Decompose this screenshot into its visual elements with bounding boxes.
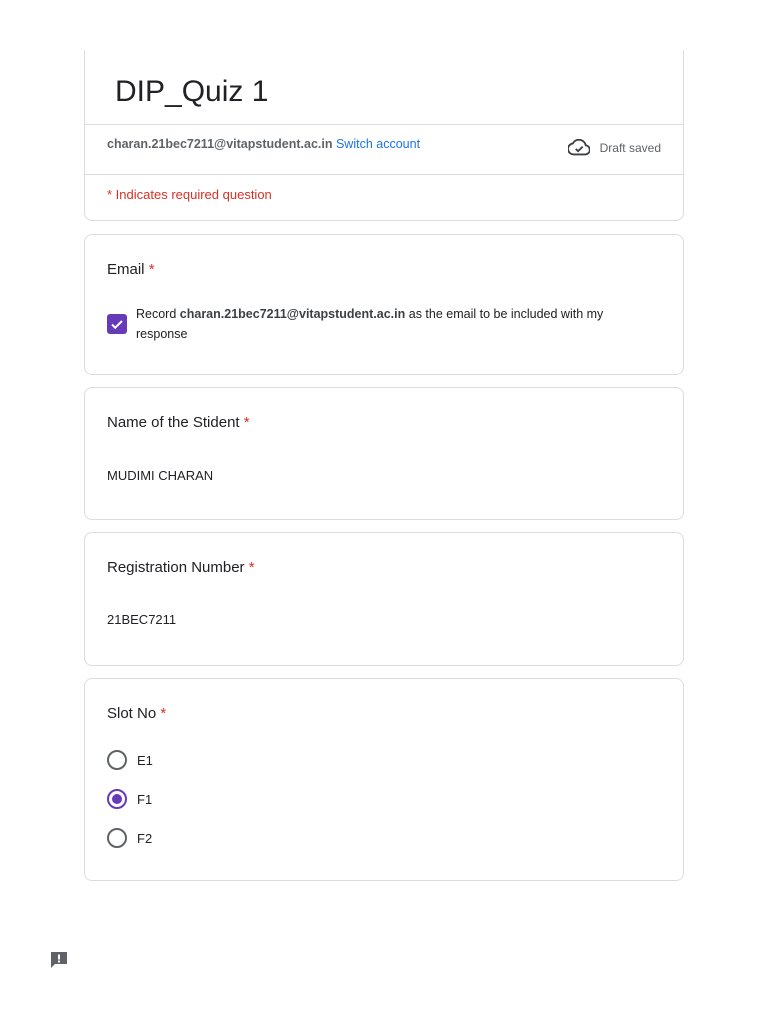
draft-status-text: Draft saved: [599, 141, 661, 155]
radio-button[interactable]: [107, 828, 127, 848]
check-icon: [109, 316, 125, 332]
question-title-text: Slot No: [107, 705, 157, 722]
form-title: DIP_Quiz 1: [115, 75, 269, 108]
registration-question-card: [84, 532, 684, 666]
question-title: [107, 705, 166, 722]
account-row: [107, 136, 420, 152]
required-note: * Indicates required question: [107, 187, 272, 202]
slot-option-f2[interactable]: [107, 828, 152, 848]
slot-option-e1[interactable]: [107, 750, 153, 770]
question-title: [107, 559, 255, 576]
header-divider: [85, 124, 683, 125]
record-email-checkbox[interactable]: [107, 314, 127, 334]
radio-label: E1: [137, 752, 153, 768]
radio-button[interactable]: [107, 750, 127, 770]
required-asterisk: *: [243, 414, 250, 431]
required-asterisk: *: [148, 261, 155, 278]
checkbox-suffix: as the email to be included with my response: [136, 307, 604, 341]
slot-question-card: [84, 678, 684, 881]
question-title-text: Email: [107, 261, 145, 278]
required-asterisk: *: [160, 705, 167, 722]
question-title-text: Registration Number: [107, 559, 245, 576]
email-question-card: [84, 234, 684, 375]
switch-account-link[interactable]: Switch account: [335, 137, 421, 151]
draft-status: [568, 139, 661, 157]
account-email: charan.21bec7211@vitapstudent.ac.in: [107, 137, 333, 151]
radio-label: F1: [137, 791, 153, 807]
record-email-label: [136, 304, 656, 344]
slot-option-f1[interactable]: [107, 789, 152, 809]
account-divider: [85, 174, 683, 175]
radio-label: F2: [137, 830, 153, 846]
report-issue-icon[interactable]: [49, 950, 69, 970]
question-title: [107, 261, 155, 278]
question-title: [107, 414, 250, 431]
cloud-done-icon: [568, 139, 590, 157]
form-header-card: [84, 50, 684, 221]
question-title-text: Name of the Stident: [107, 414, 240, 431]
name-question-card: [84, 387, 684, 520]
radio-button-selected[interactable]: [107, 789, 127, 809]
checkbox-email: charan.21bec7211@vitapstudent.ac.in: [179, 307, 406, 321]
required-asterisk: *: [248, 559, 255, 576]
checkbox-prefix: Record: [136, 307, 177, 321]
registration-answer[interactable]: 21BEC7211: [107, 612, 177, 627]
name-answer[interactable]: MUDIMI CHARAN: [107, 468, 214, 483]
